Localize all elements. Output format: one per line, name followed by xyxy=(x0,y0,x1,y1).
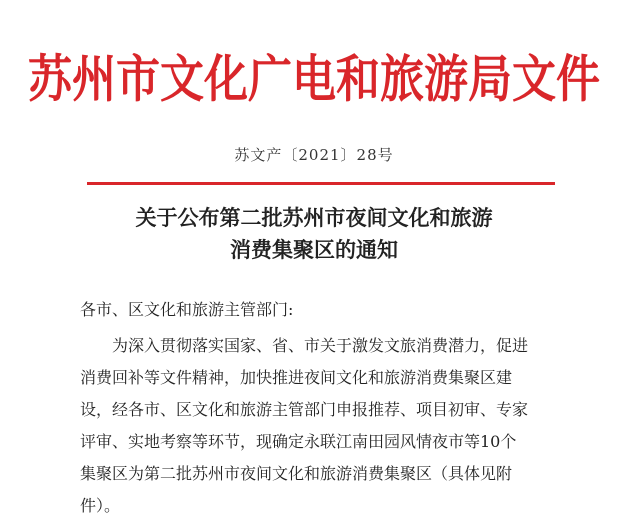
document-number: 苏文产〔2021〕28号 xyxy=(234,146,394,164)
agency-header: 苏州市文化广电和旅游局文件 xyxy=(28,50,600,109)
salutation: 各市、区文化和旅游主管部门: xyxy=(80,300,294,319)
body-text-line-2: 消费回补等文件精神，加快推进夜间文化和旅游消费集聚区建 xyxy=(80,368,513,387)
body-text-line-3: 设，经各市、区文化和旅游主管部门申报推荐、项目初审、专家 xyxy=(80,400,529,419)
notice-title-line-2: 消费集聚区的通知 xyxy=(230,238,398,262)
body-text-line-5: 集聚区为第二批苏州市夜间文化和旅游消费集聚区（具体见附 xyxy=(80,464,513,483)
body-text-line-4: 评审、实地考察等环节，现确定永联江南田园风情夜市等10个 xyxy=(80,432,517,451)
notice-title-line-1: 关于公布第二批苏州市夜间文化和旅游 xyxy=(135,206,493,230)
red-divider-line xyxy=(87,182,555,185)
body-text-line-1: 为深入贯彻落实国家、省、市关于激发文旅消费潜力，促进 xyxy=(112,336,529,355)
body-text-line-6: 件）。 xyxy=(80,496,121,515)
